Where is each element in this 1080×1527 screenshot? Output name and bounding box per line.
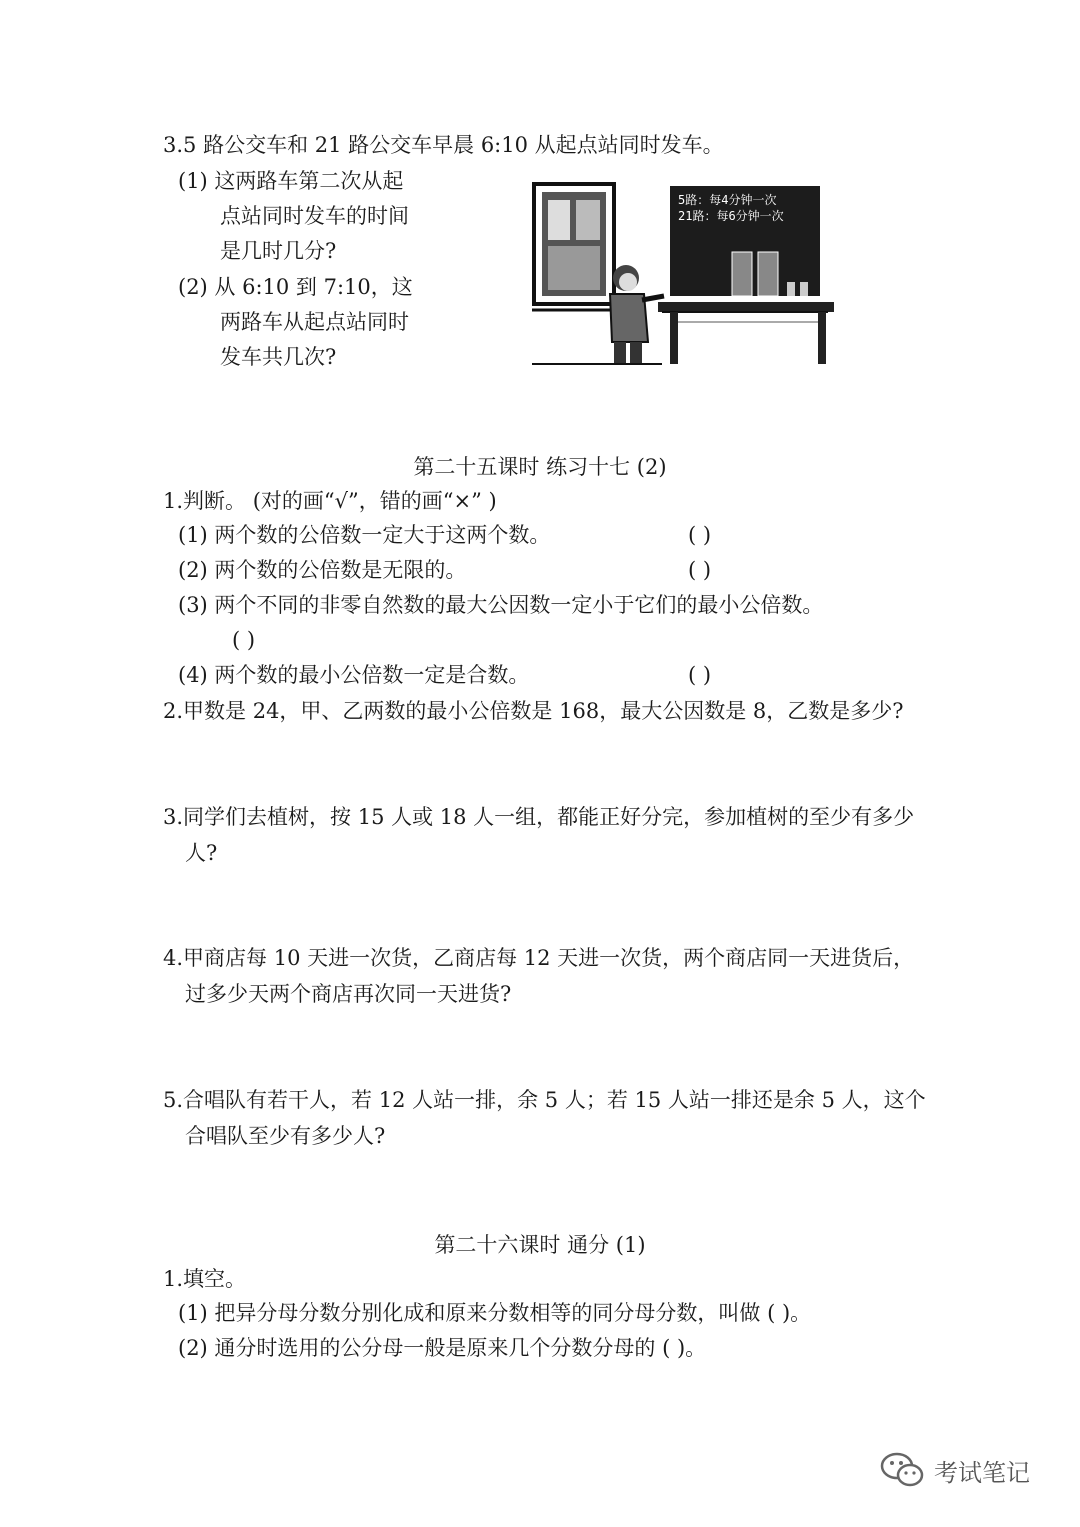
section26-title: 第二十六课时 通分 (1) xyxy=(434,1233,646,1257)
sign-line-2: 21路：每6分钟一次 xyxy=(678,209,784,223)
bus-station-illustration xyxy=(532,182,838,366)
section25-q1: 1.判断。 (对的画“√”，错的画“×” ) xyxy=(163,489,497,513)
section25-title: 第二十五课时 练习十七 (2) xyxy=(413,455,667,479)
judge-item-4-paren: ( ) xyxy=(688,663,712,687)
question-3-bus: 3.5 路公交车和 21 路公交车早晨 6:10 从起点站同时发车。 xyxy=(163,133,724,157)
section25-q5-line1: 5.合唱队有若干人，若 12 人站一排，余 5 人；若 15 人站一排还是余 5 人，这个 xyxy=(163,1088,926,1112)
q3-part1-line1: (1) 这两路车第二次从起 xyxy=(178,169,404,193)
fill-item-2: (2) 通分时选用的公分母一般是原来几个分数分母的 ( )。 xyxy=(178,1336,707,1360)
q3-part1-line2: 点站同时发车的时间 xyxy=(220,204,409,228)
judge-item-1-paren: ( ) xyxy=(688,523,712,547)
judge-item-4: (4) 两个数的最小公倍数一定是合数。 xyxy=(178,663,530,687)
section25-q3-line1: 3.同学们去植树，按 15 人或 18 人一组，都能正好分完，参加植树的至少有多少 xyxy=(163,805,915,829)
wechat-icon xyxy=(880,1452,924,1488)
watermark xyxy=(880,1452,1030,1488)
q3-part2-line2: 两路车从起点站同时 xyxy=(220,310,409,334)
judge-item-3-paren: ( ) xyxy=(232,628,256,652)
judge-item-3: (3) 两个不同的非零自然数的最大公因数一定小于它们的最小公倍数。 xyxy=(178,593,824,617)
section25-q3-line2: 人? xyxy=(185,841,218,865)
fill-item-1: (1) 把异分母分数分别化成和原来分数相等的同分母分数，叫做 ( )。 xyxy=(178,1301,812,1325)
section25-q5-line2: 合唱队至少有多少人? xyxy=(185,1124,386,1148)
judge-item-2-paren: ( ) xyxy=(688,558,712,582)
q3-part2-line3: 发车共几次? xyxy=(220,345,337,369)
sign-line-1: 5路：每4分钟一次 xyxy=(678,193,777,207)
section25-q4-line1: 4.甲商店每 10 天进一次货，乙商店每 12 天进一次货，两个商店同一天进货后， xyxy=(163,946,915,970)
watermark-text: 考试笔记 xyxy=(934,1458,1030,1487)
section25-q4-line2: 过多少天两个商店再次同一天进货? xyxy=(185,982,512,1006)
judge-item-1: (1) 两个数的公倍数一定大于这两个数。 xyxy=(178,523,551,547)
q3-part1-line3: 是几时几分? xyxy=(220,239,337,263)
q3-part2-line1: (2) 从 6:10 到 7:10，这 xyxy=(178,275,413,299)
section26-q1: 1.填空。 xyxy=(163,1267,247,1291)
section25-q2: 2.甲数是 24，甲、乙两数的最小公倍数是 168，最大公因数是 8，乙数是多少? xyxy=(163,699,904,723)
judge-item-2: (2) 两个数的公倍数是无限的。 xyxy=(178,558,467,582)
